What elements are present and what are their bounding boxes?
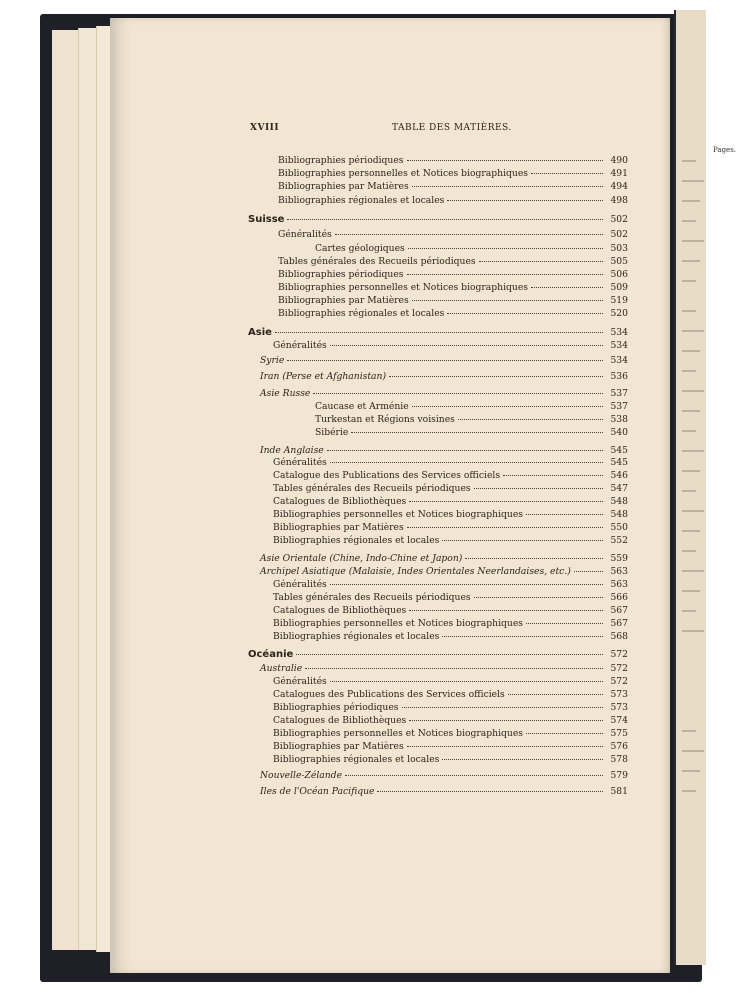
toc-entry-page: 509 <box>610 282 628 293</box>
toc-entry <box>278 256 628 268</box>
toc-entry-label: Bibliographies personnelles et Notices biographiques <box>273 618 523 629</box>
toc-entry-page: 536 <box>610 371 628 382</box>
dot-leader <box>296 654 603 655</box>
dot-leader <box>412 406 603 407</box>
dot-leader <box>313 393 603 394</box>
illegible-text-line <box>682 570 704 572</box>
book-page <box>110 18 736 973</box>
toc-entry-label: Cartes géologiques <box>315 243 405 254</box>
illegible-text-line <box>682 770 700 772</box>
toc-entry <box>260 445 628 457</box>
toc-entry-label: Australie <box>260 663 303 674</box>
dot-leader <box>447 200 603 201</box>
toc-entry-page: 502 <box>610 229 628 240</box>
toc-entry-label: Bibliographies périodiques <box>278 155 404 166</box>
dot-leader <box>474 597 603 598</box>
toc-entry-page: 519 <box>610 295 628 306</box>
toc-entry-page: 552 <box>610 535 628 546</box>
dot-leader <box>377 791 603 792</box>
toc-entry-label: Syrie <box>260 355 285 366</box>
toc-entry-page: 573 <box>610 702 628 713</box>
toc-entry <box>278 282 628 294</box>
dot-leader <box>345 775 603 776</box>
toc-entry-label: Nouvelle-Zélande <box>260 770 343 781</box>
toc-entry-label: Bibliographies régionales et locales <box>273 631 440 642</box>
toc-entry-label: Iles de l'Océan Pacifique <box>260 786 375 797</box>
toc-entry-label: Sibérie <box>315 427 349 438</box>
toc-entry-page: 572 <box>610 663 628 674</box>
dot-leader <box>409 720 603 721</box>
toc-entry-label: Océanie <box>248 649 294 660</box>
toc-entry-label: Bibliographies par Matières <box>273 741 404 752</box>
toc-entry-label: Bibliographies personnelles et Notices biographiques <box>273 509 523 520</box>
dot-leader <box>305 668 603 669</box>
toc-entry <box>260 663 628 675</box>
toc-entry <box>260 566 628 578</box>
toc-entry-page: 491 <box>610 168 628 179</box>
toc-entry-page: 563 <box>610 566 628 577</box>
toc-entry <box>278 295 628 307</box>
toc-entry <box>315 243 628 255</box>
illegible-text-line <box>682 790 696 792</box>
toc-entry-page: 579 <box>610 770 628 781</box>
dot-leader <box>442 540 603 541</box>
toc-entry <box>278 155 628 167</box>
toc-entry-page: 534 <box>610 340 628 351</box>
dot-leader <box>442 636 603 637</box>
toc-entry-label: Caucase et Arménie <box>315 401 409 412</box>
toc-entry <box>248 649 628 661</box>
toc-entry <box>273 470 628 482</box>
toc-entry <box>273 522 628 534</box>
toc-entry-page: 503 <box>610 243 628 254</box>
toc-entry <box>248 214 628 226</box>
toc-entry-label: Bibliographies régionales et locales <box>278 195 445 206</box>
illegible-text-line <box>682 350 700 352</box>
illegible-text-line <box>682 310 696 312</box>
toc-entry <box>273 741 628 753</box>
illegible-text-line <box>682 260 700 262</box>
toc-entry-label: Archipel Asiatique (Malaisie, Indes Orientales Neerlandaises, etc.) <box>260 566 571 577</box>
dot-leader <box>407 527 603 528</box>
toc-entry-page: 567 <box>610 618 628 629</box>
toc-entry-label: Tables générales des Recueils périodiques <box>278 256 476 267</box>
toc-entry-page: 548 <box>610 496 628 507</box>
illegible-text-line <box>682 590 700 592</box>
dot-leader <box>465 558 603 559</box>
toc-entry-label: Catalogues de Bibliothèques <box>273 496 407 507</box>
toc-entry <box>278 269 628 281</box>
toc-entry <box>260 553 628 565</box>
toc-entry-page: 573 <box>610 689 628 700</box>
dot-leader <box>442 759 603 760</box>
toc-entry-page: 559 <box>610 553 628 564</box>
dot-leader <box>330 584 603 585</box>
toc-entry-label: Généralités <box>273 676 327 687</box>
page-number: XVIII <box>250 123 280 133</box>
dot-leader <box>402 707 604 708</box>
toc-entry <box>260 786 628 798</box>
illegible-text-line <box>682 530 700 532</box>
toc-entry-label: Asie Russe <box>260 388 311 399</box>
running-title: TABLE DES MATIÈRES. <box>392 123 512 133</box>
toc-entry-label: Généralités <box>278 229 332 240</box>
toc-entry <box>278 195 628 207</box>
toc-entry-label: Inde Anglaise <box>260 445 324 456</box>
toc-entry-page: 494 <box>610 181 628 192</box>
illegible-text-line <box>682 220 696 222</box>
dot-leader <box>412 300 603 301</box>
toc-entry <box>260 355 628 367</box>
illegible-text-line <box>682 180 704 182</box>
dot-leader <box>574 571 603 572</box>
toc-entry-page: 550 <box>610 522 628 533</box>
toc-entry-label: Catalogue des Publications des Services officiels <box>273 470 501 481</box>
toc-entry <box>260 388 628 400</box>
toc-entry-page: 490 <box>610 155 628 166</box>
toc-entry-label: Catalogues de Bibliothèques <box>273 605 407 616</box>
toc-entry <box>273 340 628 352</box>
toc-entry <box>260 371 628 383</box>
toc-entry-label: Généralités <box>273 457 327 468</box>
illegible-text-line <box>682 200 700 202</box>
illegible-text-line <box>682 550 696 552</box>
toc-entry-label: Bibliographies périodiques <box>273 702 399 713</box>
toc-entry <box>273 618 628 630</box>
dot-leader <box>287 360 603 361</box>
illegible-text-line <box>682 750 704 752</box>
toc-entry-page: 520 <box>610 308 628 319</box>
dot-leader <box>447 313 603 314</box>
dot-leader <box>407 274 604 275</box>
toc-entry-label: Généralités <box>273 340 327 351</box>
toc-entry <box>273 689 628 701</box>
dot-leader <box>458 419 603 420</box>
toc-entry-label: Suisse <box>248 214 285 225</box>
toc-entry-page: 538 <box>610 414 628 425</box>
toc-entry <box>273 535 628 547</box>
toc-entry <box>278 181 628 193</box>
toc-entry-label: Turkestan et Régions voisines <box>315 414 455 425</box>
table-of-contents <box>110 18 670 973</box>
toc-entry-page: 548 <box>610 509 628 520</box>
toc-entry <box>273 457 628 469</box>
illegible-text-line <box>682 410 700 412</box>
illegible-text-line <box>682 730 696 732</box>
toc-entry-label: Généralités <box>273 579 327 590</box>
dot-leader <box>531 173 603 174</box>
toc-entry <box>273 605 628 617</box>
toc-entry <box>315 401 628 413</box>
illegible-text-line <box>682 330 704 332</box>
toc-entry <box>273 496 628 508</box>
toc-entry-label: Bibliographies personnelles et Notices biographiques <box>278 282 528 293</box>
dot-leader <box>508 694 603 695</box>
pages-column-label: Pages. <box>713 146 736 154</box>
toc-entry <box>273 715 628 727</box>
dot-leader <box>330 345 603 346</box>
dot-leader <box>526 733 603 734</box>
dot-leader <box>275 332 603 333</box>
toc-entry-page: 537 <box>610 401 628 412</box>
toc-entry-page: 540 <box>610 427 628 438</box>
toc-entry-label: Tables générales des Recueils périodiques <box>273 592 471 603</box>
dot-leader <box>351 432 603 433</box>
toc-entry <box>260 770 628 782</box>
illegible-text-line <box>682 510 704 512</box>
illegible-text-line <box>682 390 704 392</box>
toc-entry-page: 576 <box>610 741 628 752</box>
toc-entry-label: Bibliographies par Matières <box>278 181 409 192</box>
toc-entry-label: Bibliographies par Matières <box>273 522 404 533</box>
toc-entry <box>315 427 628 439</box>
dot-leader <box>409 501 603 502</box>
dot-leader <box>503 475 603 476</box>
toc-entry-page: 546 <box>610 470 628 481</box>
toc-entry-label: Tables générales des Recueils périodiques <box>273 483 471 494</box>
dot-leader <box>330 462 603 463</box>
illegible-text-line <box>682 490 696 492</box>
toc-entry <box>273 728 628 740</box>
toc-entry-label: Asie Orientale (Chine, Indo-Chine et Japon) <box>260 553 463 564</box>
toc-entry-label: Catalogues de Bibliothèques <box>273 715 407 726</box>
toc-entry-page: 566 <box>610 592 628 603</box>
toc-entry <box>278 308 628 320</box>
dot-leader <box>330 681 603 682</box>
toc-entry-page: 572 <box>610 676 628 687</box>
illegible-text-line <box>682 630 704 632</box>
toc-entry-page: 545 <box>610 445 628 456</box>
toc-entry-page: 567 <box>610 605 628 616</box>
toc-entry-page: 534 <box>610 355 628 366</box>
toc-entry-page: 505 <box>610 256 628 267</box>
dot-leader <box>479 261 603 262</box>
toc-entry <box>278 168 628 180</box>
dot-leader <box>526 514 603 515</box>
toc-entry <box>273 754 628 766</box>
toc-entry <box>273 579 628 591</box>
illegible-text-line <box>682 450 704 452</box>
toc-entry <box>315 414 628 426</box>
toc-entry-label: Bibliographies régionales et locales <box>273 535 440 546</box>
toc-entry-page: 568 <box>610 631 628 642</box>
toc-entry-page: 545 <box>610 457 628 468</box>
toc-entry-page: 563 <box>610 579 628 590</box>
toc-entry <box>248 327 628 339</box>
illegible-text-line <box>682 240 704 242</box>
toc-entry-page: 572 <box>610 649 628 660</box>
toc-entry <box>273 509 628 521</box>
toc-entry-page: 502 <box>610 214 628 225</box>
dot-leader <box>531 287 603 288</box>
illegible-text-line <box>682 470 700 472</box>
toc-entry-page: 575 <box>610 728 628 739</box>
toc-entry <box>273 631 628 643</box>
toc-entry-page: 534 <box>610 327 628 338</box>
toc-entry-page: 547 <box>610 483 628 494</box>
dot-leader <box>526 623 603 624</box>
dot-leader <box>335 234 603 235</box>
toc-entry <box>273 592 628 604</box>
toc-entry-page: 498 <box>610 195 628 206</box>
dot-leader <box>287 219 603 220</box>
illegible-text-line <box>682 610 696 612</box>
toc-entry-label: Bibliographies par Matières <box>278 295 409 306</box>
toc-entry <box>278 229 628 241</box>
dot-leader <box>412 186 603 187</box>
toc-entry-label: Bibliographies périodiques <box>278 269 404 280</box>
toc-entry-page: 581 <box>610 786 628 797</box>
toc-entry-label: Bibliographies personnelles et Notices biographiques <box>278 168 528 179</box>
toc-entry <box>273 483 628 495</box>
illegible-text-line <box>682 370 696 372</box>
toc-entry-page: 537 <box>610 388 628 399</box>
toc-entry-label: Bibliographies personnelles et Notices biographiques <box>273 728 523 739</box>
dot-leader <box>407 746 603 747</box>
toc-entry <box>273 702 628 714</box>
dot-leader <box>327 450 603 451</box>
illegible-text-line <box>682 280 696 282</box>
toc-entry-label: Bibliographies régionales et locales <box>273 754 440 765</box>
toc-entry-page: 578 <box>610 754 628 765</box>
toc-entry-label: Iran (Perse et Afghanistan) <box>260 371 387 382</box>
toc-entry-label: Bibliographies régionales et locales <box>278 308 445 319</box>
toc-entry-page: 574 <box>610 715 628 726</box>
dot-leader <box>389 376 603 377</box>
dot-leader <box>408 248 603 249</box>
illegible-text-line <box>682 160 696 162</box>
dot-leader <box>474 488 603 489</box>
toc-entry-label: Catalogues des Publications des Services officiels <box>273 689 505 700</box>
dot-leader <box>409 610 603 611</box>
dot-leader <box>407 160 604 161</box>
facing-page-edge <box>674 10 706 965</box>
toc-entry-page: 506 <box>610 269 628 280</box>
illegible-text-line <box>682 430 696 432</box>
toc-entry <box>273 676 628 688</box>
toc-entry-label: Asie <box>248 327 272 338</box>
